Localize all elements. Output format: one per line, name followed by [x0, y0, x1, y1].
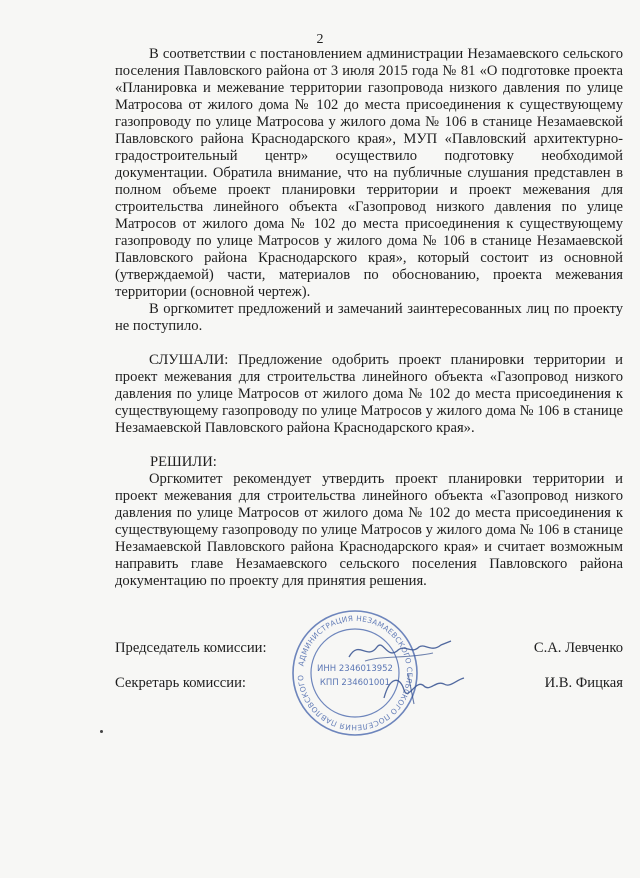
chair-name: С.А. Левченко — [533, 640, 623, 656]
chair-label: Председатель комиссии: — [115, 640, 267, 656]
paragraph-intro: В соответствии с постановлением администрации Незамаевского сельского поселения Павловского района от 3 июля 2015 года № 81 «О подготовке проекта «Планировка и межевание территории газопровода низкого давления по улице Матросова от жилого дома № 102 до места присоединения к существующему газопроводу по улице Матросова у жилого дома № 106 в станице Незамаевской Павловского района Краснодарского края», МУП «Павловский архитектурно-градостроительный центр» осуществило подготовку необходимой документации. Обратила внимание, что на публичные слушания представлен в полном объеме проект планировки территории и проект межевания для строительства линейного объекта «Газопровод низкого давления по улице Матросов от жилого дома № 102 до места присоединения к существующему газопроводу по улице Матросов у жилого дома № 106 в станице Незамаевской Павловского района Краснодарского края», который состоит из основной (утверждаемой) части, материалов по обоснованию, проекта межевания территории (основной чертеж). — [115, 46, 623, 300]
paragraph-heard: СЛУШАЛИ: Предложение одобрить проект планировки территории и проект межевания для строительства линейного объекта «Газопровод низкого давления по улице Матросов от жилого дома № 102 до места присоединения к существующему газопроводу по улице Матросов у жилого дома № 106 в станице Незамаевской Павловского района Краснодарского края». — [115, 352, 623, 436]
secretary-name: И.В. Фицкая — [544, 675, 623, 691]
chair-handwritten-signature — [345, 633, 455, 667]
paragraph-no-objections: В оргкомитет предложений и замечаний заинтересованных лиц по проекту не поступило. — [115, 301, 623, 334]
stray-mark — [100, 730, 103, 733]
heading-resolved: РЕШИЛИ: — [150, 454, 217, 470]
stamp-kpp: КПП 234601001 — [319, 678, 391, 688]
secretary-label: Секретарь комиссии: — [115, 675, 246, 691]
stamp-inn: ИНН 2346013952 — [317, 664, 393, 674]
stamp-ring-text: АДМИНИСТРАЦИЯ НЕЗАМАЕВСКОГО СЕЛЬСКОГО ПОСЕЛЕНИЯ ПАВЛОВСКОГО — [295, 613, 415, 733]
paragraph-resolution: Оргкомитет рекомендует утвердить проект планировки территории и проект межевания для строительства линейного объекта «Газопровод низкого давления по улице Матросов от жилого дома № 102 до места присоединения к существующему газопроводу по улице Матросов у жилого дома № 106 в станице Незамаевской Павловского района Краснодарского края» и считает возможным направить главе Незамаевского сельского поселения Павловского района документацию по проекту для принятия решения. — [115, 471, 623, 589]
page-number: 2 — [316, 32, 324, 47]
secretary-handwritten-signature — [378, 668, 468, 708]
